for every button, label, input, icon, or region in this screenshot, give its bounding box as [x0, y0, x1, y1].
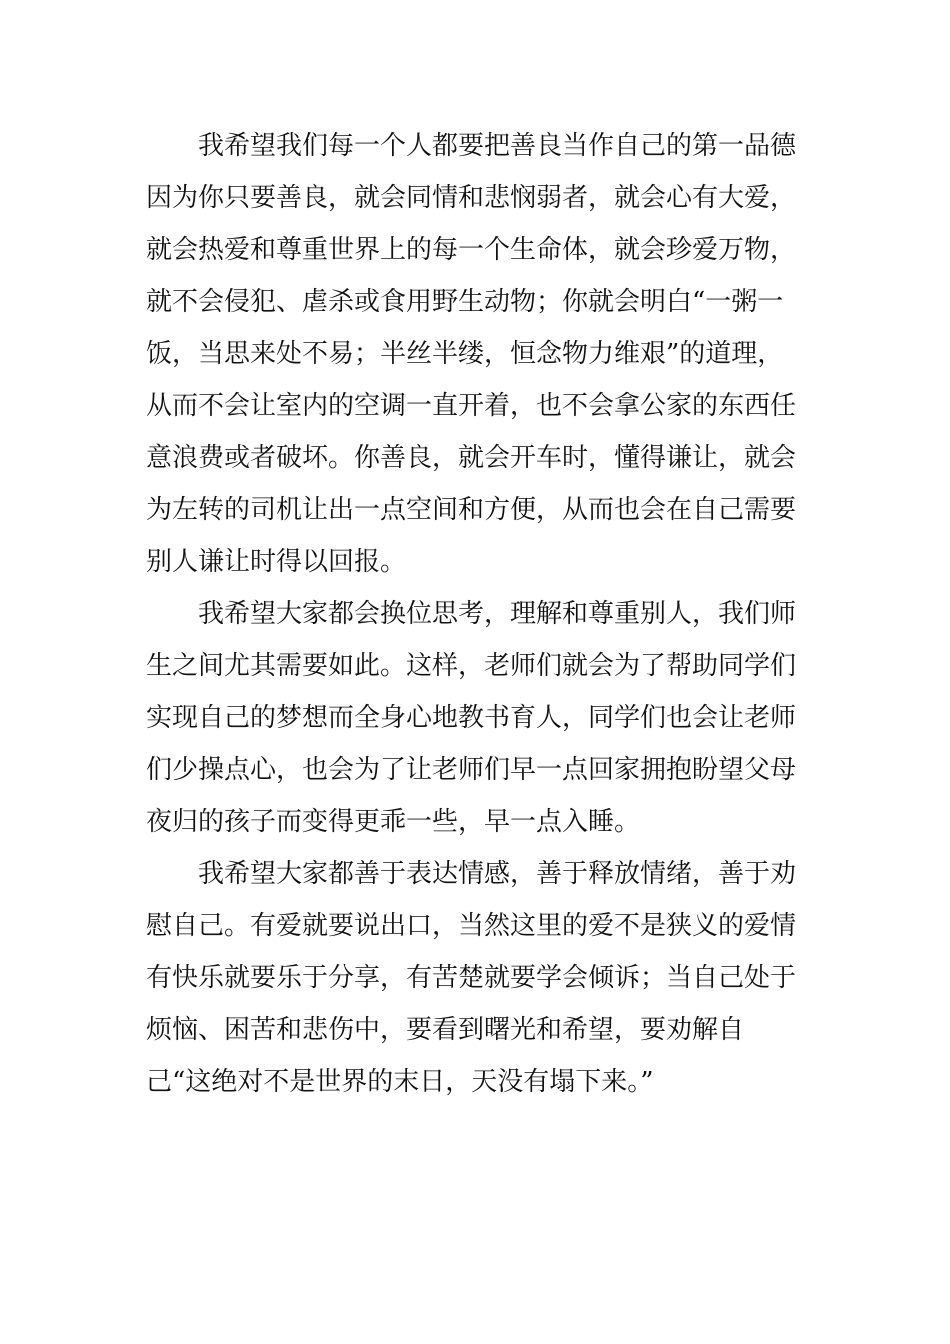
paragraph-line: 从而不会让室内的空调一直开着，也不会拿公家的东西任 [146, 391, 797, 421]
paragraph-line: 就会热爱和尊重世界上的每一个生命体，就会珍爱万物， [146, 235, 797, 265]
paragraph-line: 我希望我们每一个人都要把善良当作自己的第一品德 [198, 131, 797, 161]
paragraph-line: 为左转的司机让出一点空间和方便，从而也会在自己需要 [146, 495, 797, 525]
paragraph-line: 慰自己。有爱就要说出口，当然这里的爱不是狭义的爱情 [146, 911, 797, 941]
paragraph-line: 生之间尤其需要如此。这样，老师们就会为了帮助同学们 [146, 651, 797, 681]
document-body [146, 120, 810, 1108]
paragraph-line: 别人谦让时得以回报。 [146, 547, 407, 577]
paragraph-line: 烦恼、困苦和悲伤中，要看到曙光和希望，要劝解自 [146, 1015, 745, 1045]
paragraph-line: 夜归的孩子而变得更乖一些，早一点入睡。 [146, 807, 641, 837]
paragraph-line: 实现自己的梦想而全身心地教书育人，同学们也会让老师 [146, 703, 797, 733]
paragraph-line: 我希望大家都善于表达情感，善于释放情绪，善于劝 [198, 859, 797, 889]
paragraph-line: 就不会侵犯、虐杀或食用野生动物；你就会明白“一粥一 [146, 287, 784, 317]
paragraph-line: 们少操点心，也会为了让老师们早一点回家拥抱盼望父母 [146, 755, 797, 785]
paragraph-emotions [146, 848, 810, 1108]
paragraph-line: 饭，当思来处不易；半丝半缕，恒念物力维艰”的道理， [146, 339, 784, 369]
paragraph-line: 有快乐就要乐于分享，有苦楚就要学会倾诉；当自己处于 [146, 963, 797, 993]
paragraph-empathy [146, 588, 810, 848]
paragraph-kindness [146, 120, 810, 588]
paragraph-line: 意浪费或者破坏。你善良，就会开车时，懂得谦让，就会 [146, 443, 797, 473]
paragraph-line: 我希望大家都会换位思考，理解和尊重别人，我们师 [198, 599, 797, 629]
paragraph-line: 因为你只要善良，就会同情和悲悯弱者，就会心有大爱， [146, 183, 797, 213]
paragraph-line: 己“这绝对不是世界的末日，天没有塌下来。” [146, 1067, 654, 1097]
